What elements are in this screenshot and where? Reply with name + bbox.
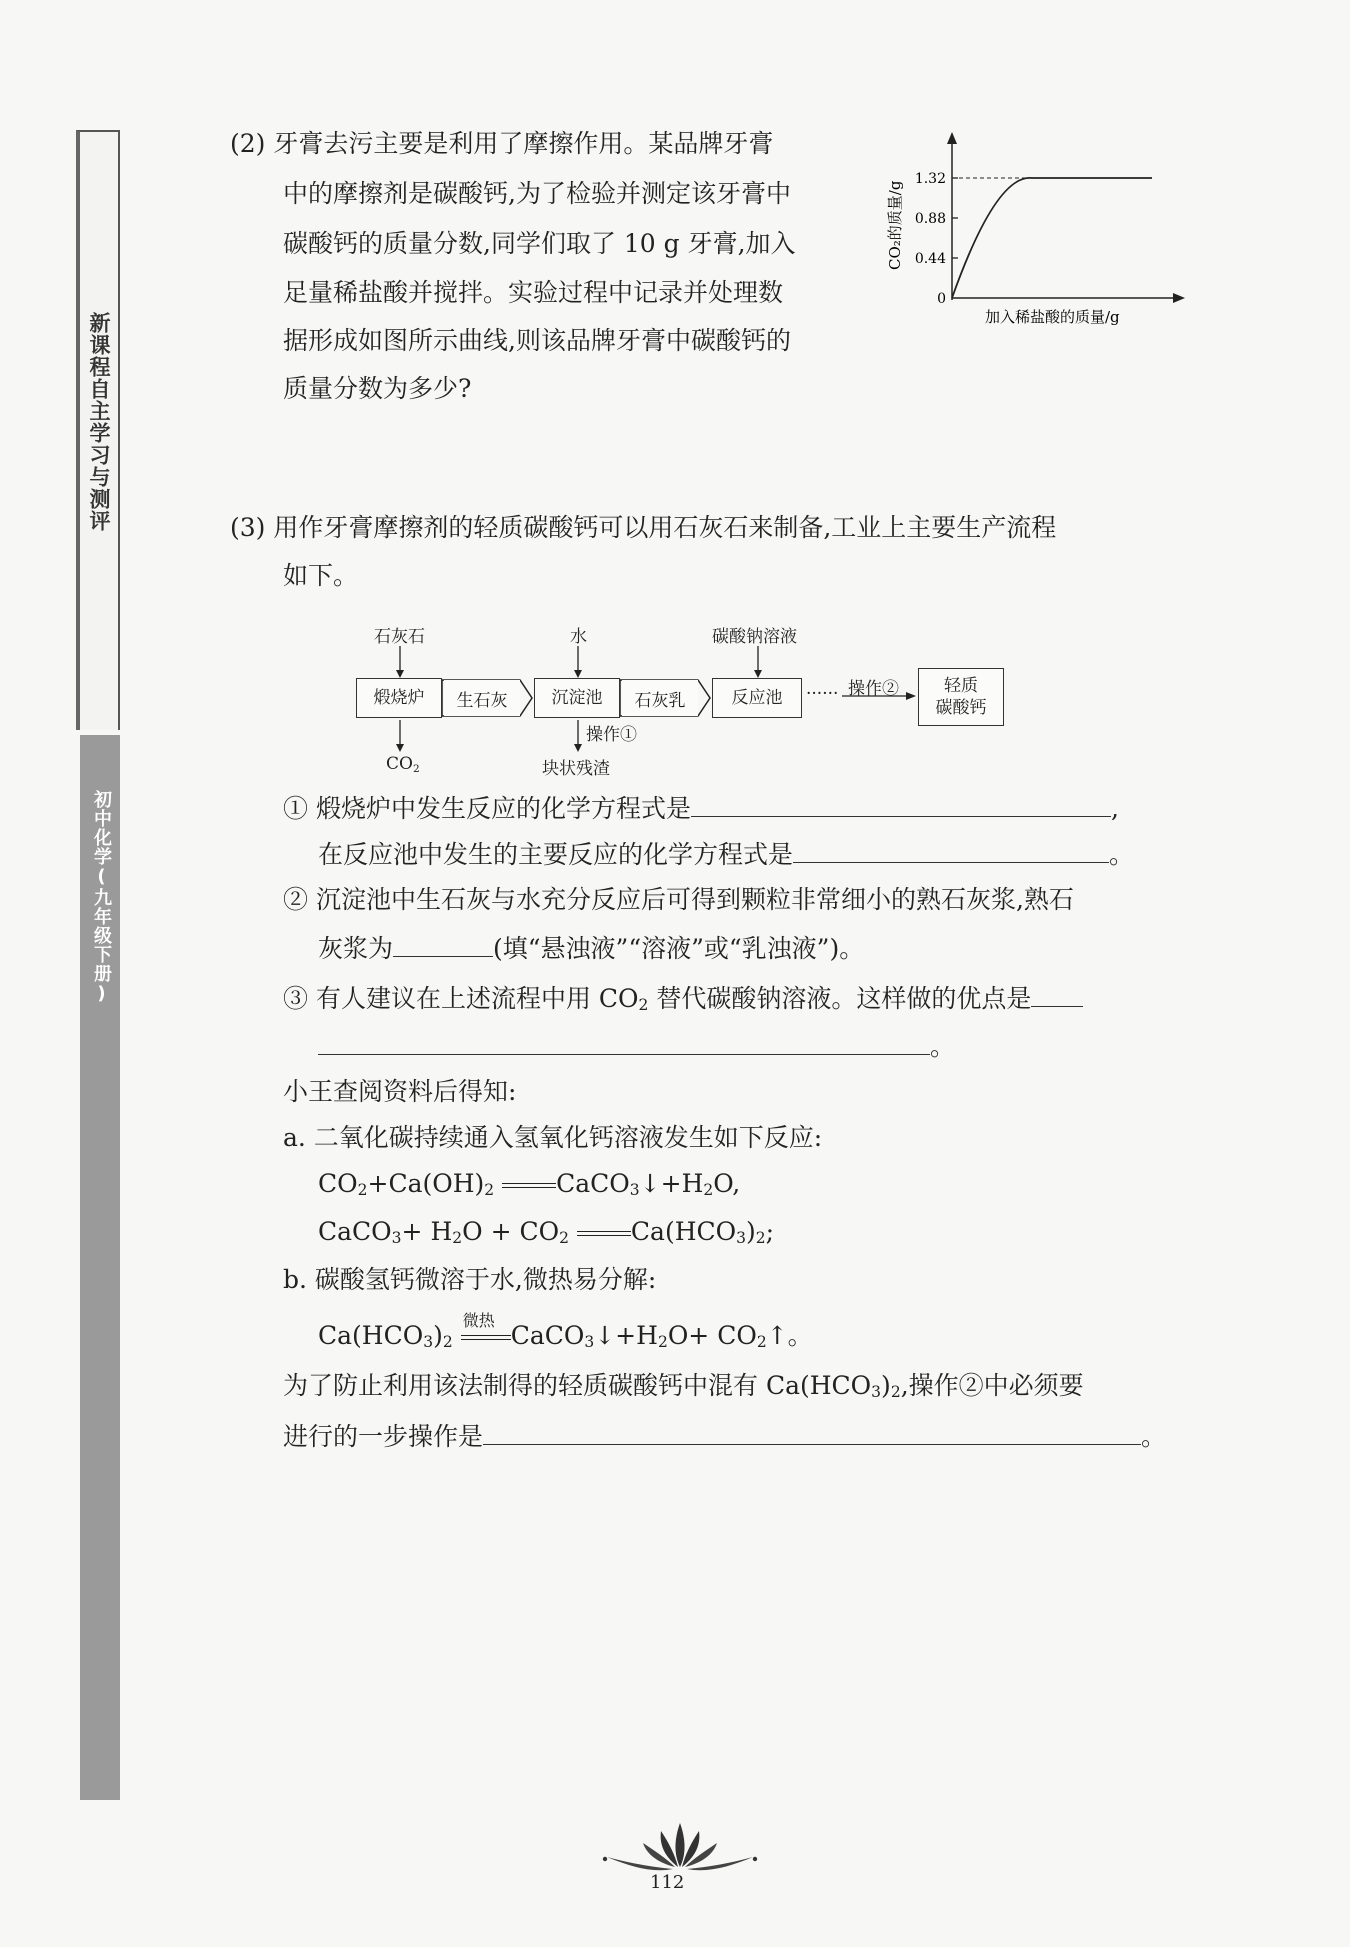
chart-xlabel: 加入稀盐酸的质量/g [985, 308, 1120, 326]
arrow-quicklime: 生石灰 [444, 680, 520, 716]
equation-2: CaCO$_3$+ $H_2O + CO_2$ $Ca(HCO_3)_2$; [318, 1217, 775, 1247]
y-tick-label-1: 0.88 [914, 211, 946, 227]
answer-blank-4b[interactable] [318, 1028, 930, 1055]
q3-sub1-line-2: 在反应池中发生的主要反应的化学方程式是 。 [318, 836, 1134, 871]
output-residue: 块状残渣 [542, 759, 610, 779]
co2-chart [880, 130, 1200, 330]
q2-line-1: (2) 牙膏去污主要是利用了摩擦作用。某品牌牙膏 [230, 129, 774, 158]
q2-line-2: 中的摩擦剂是碳酸钙,为了检验并测定该牙膏中 [283, 179, 791, 208]
footer-ornament [595, 1817, 765, 1873]
equation-3: $Ca(HCO_3)_2$ 微热 $CaCO_3↓+H_2O+$ $CO_2↑$。 [318, 1311, 813, 1351]
co2-curve [952, 178, 1152, 298]
answer-blank-2[interactable] [793, 836, 1109, 863]
chart-ylabel: CO₂的质量/g [886, 180, 904, 270]
y-tick-label-2: 0.44 [914, 251, 946, 267]
q3-sub3-line-1: ③ 有人建议在上述流程中用 $CO_2$ 替代碳酸钠溶液。这样做的优点是 [283, 980, 1083, 1021]
answer-blank-4a[interactable] [1031, 980, 1083, 1007]
q2-line-5: 据形成如图所示曲线,则该品牌牙膏中碳酸钙的 [283, 326, 791, 355]
y-axis-arrow [947, 132, 957, 144]
y-tick-label-3: 0 [937, 291, 946, 307]
q3-sub2-line-1: ② 沉淀池中生石灰与水充分反应后可得到颗粒非常细小的熟石灰浆,熟石 [283, 885, 1074, 914]
q3-intro-line-1: (3) 用作牙膏摩擦剂的轻质碳酸钙可以用石灰石来制备,工业上主要生产流程 [230, 513, 1057, 542]
flow-dots: ······ [806, 684, 839, 704]
kiln-box: 煅烧炉 [356, 678, 442, 718]
output-co2: $CO_2$ [386, 754, 420, 775]
reaction-tank-box: 反应池 [712, 678, 802, 718]
answer-blank-1[interactable] [691, 790, 1111, 817]
q2-line-3: 碳酸钙的质量分数,同学们取了 10 g 牙膏,加入 [283, 229, 796, 258]
equation-1: $CO_2+Ca(OH)_2$ $CaCO_3↓+H_2O$, [318, 1169, 741, 1199]
input-limestone: 石灰石 [374, 627, 425, 647]
side-tab-subtitle: 初中化学(九年级下册) [91, 790, 112, 1005]
q2-line-4: 足量稀盐酸并搅拌。实验过程中记录并处理数 [283, 278, 784, 307]
prevent-line-1: 为了防止利用该法制得的轻质碳酸钙中混有 $Ca(HCO_3)_2$,操作②中必须要 [283, 1371, 1084, 1401]
input-water: 水 [570, 627, 587, 647]
heat-condition-label: 微热 [462, 1311, 495, 1330]
product-label-2: 碳酸钙 [935, 698, 987, 718]
q3-intro-line-2: 如下。 [283, 561, 359, 590]
input-sodium-carbonate: 碳酸钠溶液 [712, 627, 797, 647]
q3-sub3-line-2: 。 [318, 1028, 955, 1063]
side-tab-title: 新课程自主学习与测评 [87, 312, 111, 532]
answer-blank-3[interactable] [393, 930, 493, 957]
info-title: 小王查阅资料后得知: [283, 1077, 517, 1106]
product-label-1: 轻质 [944, 676, 978, 696]
info-a: a. 二氧化碳持续通入氢氧化钙溶液发生如下反应: [283, 1123, 823, 1152]
answer-blank-5[interactable] [483, 1418, 1141, 1445]
page-number: 112 [650, 1872, 685, 1893]
operation-2-label: 操作② [848, 679, 899, 699]
q2-line-6: 质量分数为多少? [283, 374, 472, 403]
q3-sub1-line-1: ① 煅烧炉中发生反应的化学方程式是 , [283, 790, 1119, 825]
settling-tank-box: 沉淀池 [534, 678, 620, 718]
operation-1-label: 操作① [586, 725, 637, 745]
prevent-line-2: 进行的一步操作是 。 [283, 1418, 1166, 1453]
q3-sub2-line-2: 灰浆为 (填“悬浊液”“溶液”或“乳浊液”)。 [318, 930, 864, 965]
arrow-lime-milk: 石灰乳 [622, 680, 698, 716]
x-axis-arrow [1173, 293, 1185, 303]
y-tick-label-0: 1.32 [914, 171, 946, 187]
product-box [918, 668, 1004, 726]
info-b: b. 碳酸氢钙微溶于水,微热易分解: [283, 1265, 657, 1294]
